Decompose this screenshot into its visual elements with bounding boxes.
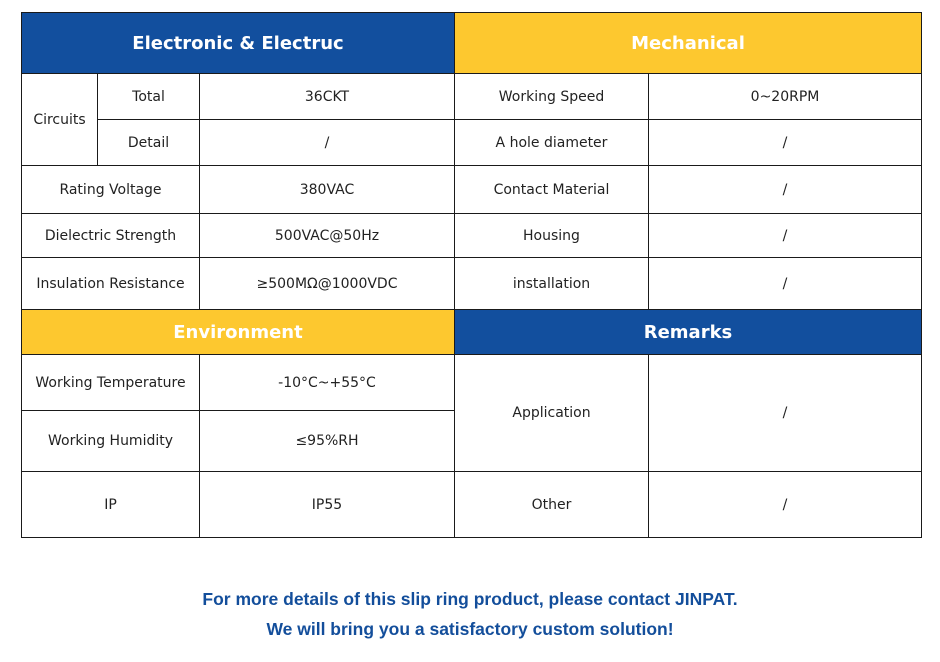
header-electronic: Electronic & Electruc (22, 13, 455, 74)
application-value: / (649, 355, 922, 472)
table-row (22, 120, 922, 166)
contact-material-label: Contact Material (455, 166, 649, 214)
footer-contact-line: For more details of this slip ring product, please contact JINPAT. (202, 589, 738, 609)
header-row-top (22, 13, 922, 74)
insulation-resistance-value: ≥500MΩ@1000VDC (200, 258, 455, 310)
footer-solution-line: We will bring you a satisfactory custom solution! (266, 619, 674, 639)
working-humidity-value: ≤95%RH (200, 411, 455, 472)
ip-value: IP55 (200, 472, 455, 538)
installation-label: installation (455, 258, 649, 310)
hole-diameter-label: A hole diameter (455, 120, 649, 166)
insulation-resistance-label: Insulation Resistance (22, 258, 200, 310)
total-value: 36CKT (200, 74, 455, 120)
dielectric-strength-label: Dielectric Strength (22, 214, 200, 258)
table-row (22, 258, 922, 310)
contact-material-value: / (649, 166, 922, 214)
working-humidity-label: Working Humidity (22, 411, 200, 472)
rating-voltage-label: Rating Voltage (22, 166, 200, 214)
table-row (22, 472, 922, 538)
detail-label: Detail (98, 120, 200, 166)
header-row-bottom (22, 310, 922, 355)
circuits-label: Circuits (22, 74, 98, 166)
header-mechanical: Mechanical (455, 13, 922, 74)
rating-voltage-value: 380VAC (200, 166, 455, 214)
table-row (22, 355, 922, 411)
dielectric-strength-value: 500VAC@50Hz (200, 214, 455, 258)
table-row (22, 166, 922, 214)
header-remarks: Remarks (455, 310, 922, 355)
table-row (22, 214, 922, 258)
other-value: / (649, 472, 922, 538)
spec-table (21, 12, 922, 538)
hole-diameter-value: / (649, 120, 922, 166)
table-row (22, 74, 922, 120)
installation-value: / (649, 258, 922, 310)
total-label: Total (98, 74, 200, 120)
housing-value: / (649, 214, 922, 258)
other-label: Other (455, 472, 649, 538)
housing-label: Housing (455, 214, 649, 258)
detail-value: / (200, 120, 455, 166)
working-speed-value: 0~20RPM (649, 74, 922, 120)
working-temperature-value: -10°C~+55°C (200, 355, 455, 411)
ip-label: IP (22, 472, 200, 538)
header-environment: Environment (22, 310, 455, 355)
application-label: Application (455, 355, 649, 472)
working-speed-label: Working Speed (455, 74, 649, 120)
working-temperature-label: Working Temperature (22, 355, 200, 411)
